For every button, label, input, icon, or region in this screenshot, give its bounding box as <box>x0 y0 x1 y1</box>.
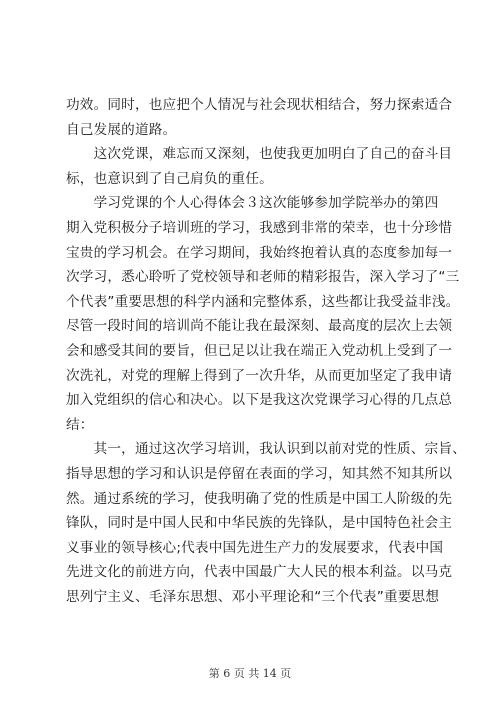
page-number-footer: 第 6 页 共 14 页 <box>208 667 292 680</box>
text-line: 个代表”重要思想的科学内涵和完整体系，这些都让我受益非浅。 <box>66 293 460 310</box>
document-body <box>66 93 467 609</box>
text-line: 学习党课的个人心得体会３这次能够参加学院举办的第四 <box>66 195 439 212</box>
text-line: 宝贵的学习机会。在学习期间，我始终抱着认真的态度参加每一 <box>66 244 453 261</box>
text-line: 次学习，悉心聆听了党校领导和老师的精彩报告，深入学习了“三 <box>66 269 460 286</box>
text-line: 自己发展的道路。 <box>66 121 177 138</box>
text-line: 加入党组织的信心和决心。以下是我这次党课学习心得的几点总 <box>66 392 453 409</box>
text-line: 功效。同时，也应把个人情况与社会现状相结合，努力探索适合 <box>66 97 453 113</box>
text-line: 先进文化的前进方向，代表中国最广大人民的根本利益。以马克 <box>66 564 453 581</box>
text-line: 标，也意识到了自己肩负的重任。 <box>66 170 273 187</box>
text-line: 尽管一段时间的培训尚不能让我在最深刻、最高度的层次上去领 <box>66 318 453 335</box>
text-line: 其一，通过这次学习培训，我认识到以前对党的性质、宗旨、 <box>66 441 467 458</box>
text-line: 次洗礼，对党的理解上得到了一次升华，从而更加坚定了我申请 <box>66 367 453 384</box>
text-line: 然。通过系统的学习，使我明确了党的性质是中国工人阶级的先 <box>66 490 453 507</box>
text-line: 期入党积极分子培训班的学习，我感到非常的荣幸，也十分珍惜 <box>66 219 453 236</box>
text-line: 锋队，同时是中国人民和中华民族的先锋队，是中国特色社会主 <box>66 515 453 532</box>
text-line: 会和感受其间的要旨，但已足以让我在端正入党动机上受到了一 <box>66 342 453 359</box>
text-line: 这次党课，难忘而又深刻，也使我更加明白了自己的奋斗目 <box>66 146 453 163</box>
text-line: 思列宁主义、毛泽东思想、邓小平理论和“三个代表”重要思想 <box>66 588 440 605</box>
text-line: 指导思想的学习和认识是停留在表面的学习，知其然不知其所以 <box>66 465 453 482</box>
text-line: 义事业的领导核心;代表中国先进生产力的发展要求，代表中国 <box>66 539 444 556</box>
text-line: 结： <box>66 416 94 433</box>
